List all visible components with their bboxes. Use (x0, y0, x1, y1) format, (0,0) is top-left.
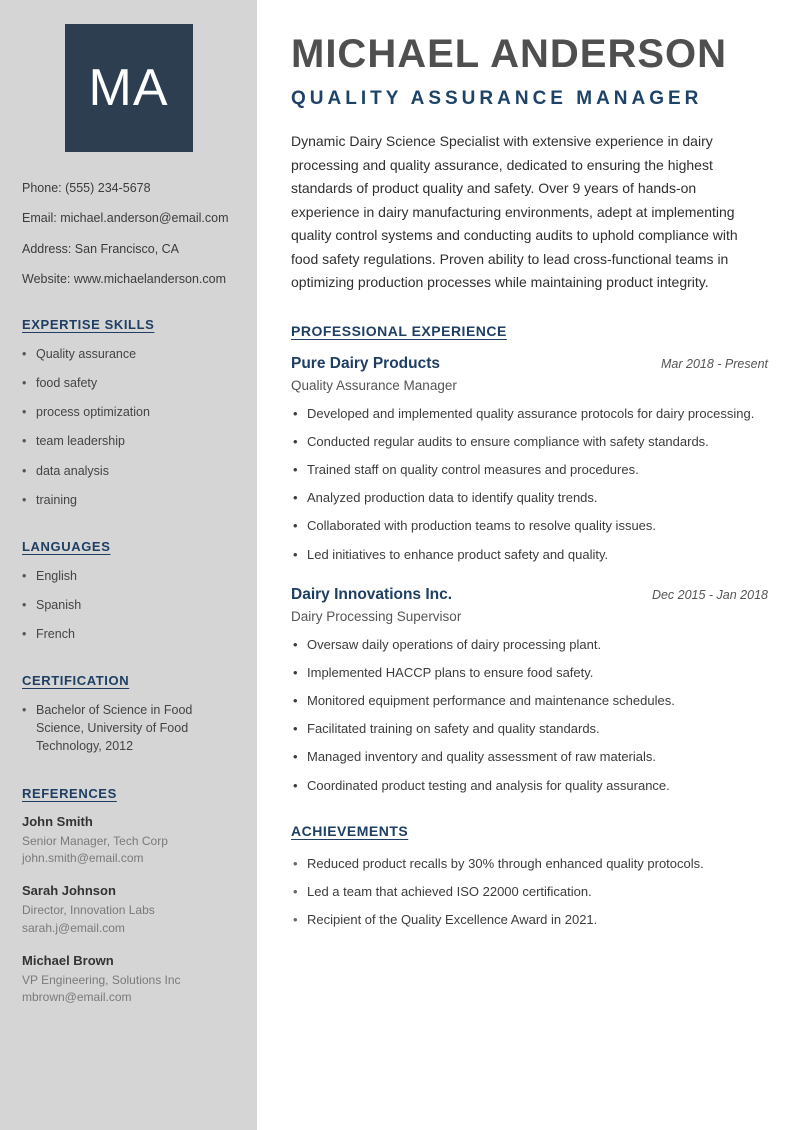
achievements-heading: ACHIEVEMENTS (291, 822, 409, 839)
sidebar (0, 0, 257, 1130)
company-name: Pure Dairy Products (291, 354, 441, 372)
language-item: • English (22, 567, 235, 585)
certification-list (22, 701, 235, 755)
skill-item: • Quality assurance (22, 345, 235, 363)
references-heading: REFERENCES (22, 785, 117, 801)
skills-heading: EXPERTISE SKILLS (22, 317, 155, 332)
reference-role: Senior Manager, Tech Corp (22, 833, 168, 848)
skill-item: • process optimization (22, 403, 235, 421)
contact-phone: Phone: (555) 234-5678 (22, 181, 151, 195)
main-content (257, 0, 800, 1130)
languages-list (22, 567, 235, 643)
job-bullet: • Oversaw daily operations of dairy processing plant. (291, 636, 768, 654)
achievement-item: • Reduced product recalls by 30% through enhanced quality protocols. (291, 855, 768, 873)
summary-paragraph: Dynamic Dairy Science Specialist with extensive experience in dairy processing and quality assurance, dedicated to ensuring the highest standards of product quality and safety. Over 9 years of hands-on experience in dairy manufacturing environments, adept at implementing quality control systems and conducting audits to uphold compliance with food safety regulations. Proven ability to lead cross-functional teams in optimizing production processes while maintaining product integrity. (291, 133, 738, 291)
job-bullet-list (291, 405, 768, 564)
monogram-avatar (65, 24, 193, 152)
job-header (291, 586, 768, 604)
job-bullet: • Conducted regular audits to ensure compliance with safety standards. (291, 433, 768, 451)
job-bullet: • Implemented HACCP plans to ensure food safety. (291, 664, 768, 682)
job-bullet: • Trained staff on quality control measures and procedures. (291, 461, 768, 479)
job-bullet: • Developed and implemented quality assurance protocols for dairy processing. (291, 405, 768, 423)
reference-role: Director, Innovation Labs (22, 903, 155, 918)
reference-email: john.smith@email.com (22, 850, 144, 865)
job-role: Quality Assurance Manager (291, 377, 457, 393)
contact-website: Website: www.michaelanderson.com (22, 271, 227, 286)
reference-email: mbrown@email.com (22, 990, 132, 1005)
monogram-initials: MA (88, 59, 169, 117)
experience-heading: PROFESSIONAL EXPERIENCE (291, 322, 507, 339)
job-bullet: • Analyzed production data to identify quality trends. (291, 489, 768, 507)
reference-role: VP Engineering, Solutions Inc (22, 973, 181, 988)
certification-item: • Bachelor of Science in Food Science, University of Food Technology, 2012 (22, 701, 235, 755)
job-bullet: • Coordinated product testing and analysis for quality assurance. (291, 777, 768, 795)
reference-email: sarah.j@email.com (22, 920, 125, 935)
skill-item: • training (22, 491, 235, 509)
job-bullet: • Facilitated training on safety and quality standards. (291, 720, 768, 738)
skill-item: • food safety (22, 374, 235, 392)
experience-entry (291, 586, 768, 795)
reference-name: John Smith (22, 813, 93, 829)
contact-info (22, 180, 235, 287)
skill-item: • team leadership (22, 432, 235, 450)
experience-entry (291, 355, 768, 564)
job-bullet: • Collaborated with production teams to resolve quality issues. (291, 517, 768, 535)
job-bullet-list (291, 636, 768, 795)
reference-item (22, 814, 235, 868)
job-bullet: • Led initiatives to enhance product safety and quality. (291, 546, 768, 564)
job-dates: Mar 2018 - Present (661, 356, 768, 371)
language-item: • French (22, 625, 235, 643)
skills-section (22, 317, 235, 509)
contact-address: Address: San Francisco, CA (22, 241, 180, 256)
references-section (22, 786, 235, 1007)
certification-heading: CERTIFICATION (22, 673, 130, 689)
job-bullet: • Managed inventory and quality assessment of raw materials. (291, 748, 768, 766)
job-bullet: • Monitored equipment performance and maintenance schedules. (291, 692, 768, 710)
person-job-title: QUALITY ASSURANCE MANAGER (291, 88, 703, 109)
job-dates: Dec 2015 - Jan 2018 (651, 587, 768, 602)
achievements-list (291, 855, 768, 930)
company-name: Dairy Innovations Inc. (291, 585, 453, 603)
reference-item (22, 883, 235, 937)
job-role: Dairy Processing Supervisor (291, 608, 462, 624)
languages-section (22, 539, 235, 643)
reference-name: Sarah Johnson (22, 883, 116, 899)
achievement-item: • Recipient of the Quality Excellence Award in 2021. (291, 911, 768, 929)
person-name: MICHAEL ANDERSON (291, 32, 728, 76)
contact-email: Email: michael.anderson@email.com (22, 211, 229, 226)
language-item: • Spanish (22, 596, 235, 614)
reference-item (22, 953, 235, 1007)
certification-section (22, 673, 235, 755)
skills-list (22, 345, 235, 509)
reference-name: Michael Brown (22, 953, 114, 969)
job-header (291, 355, 768, 373)
languages-heading: LANGUAGES (22, 538, 111, 554)
skill-item: • data analysis (22, 462, 235, 480)
achievement-item: • Led a team that achieved ISO 22000 certification. (291, 883, 768, 901)
